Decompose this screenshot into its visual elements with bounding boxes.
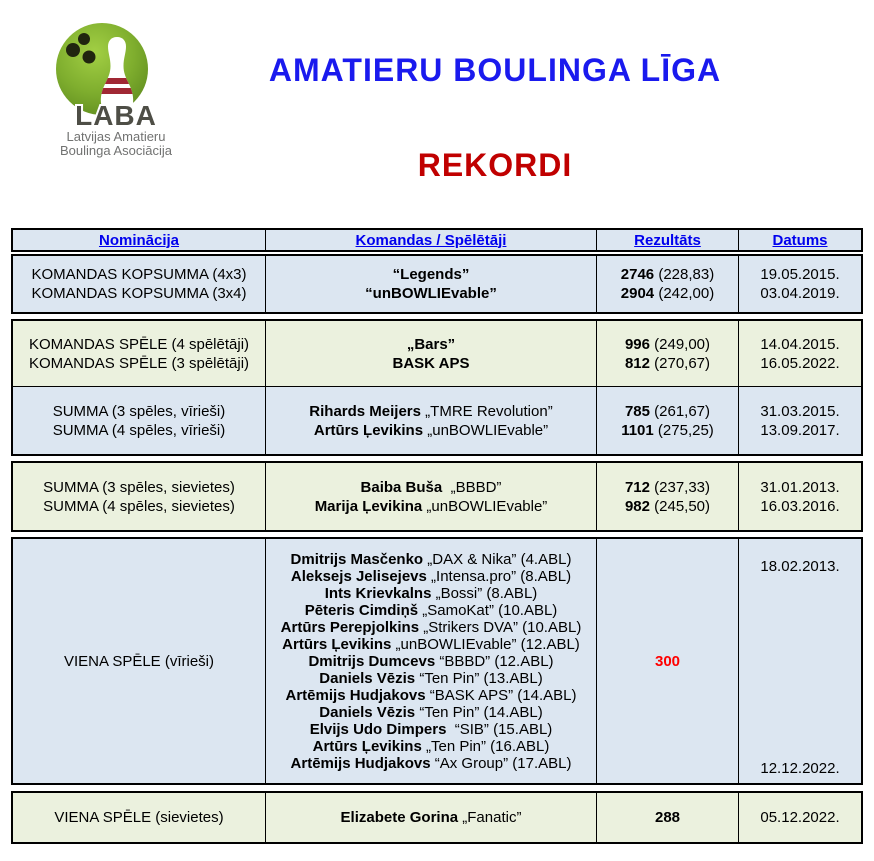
team-player-line: Dmitrijs Dumcevs “BBBD” (12.ABL) bbox=[308, 652, 554, 670]
nomination-cell bbox=[13, 256, 266, 312]
nomination-line: SUMMA (3 spēles, sievietes) bbox=[43, 478, 235, 496]
result-line: 1101 (275,25) bbox=[621, 421, 714, 439]
nomination-line: KOMANDAS SPĒLE (4 spēlētāji) bbox=[28, 335, 250, 353]
nomination-line: SUMMA (3 spēles, vīrieši) bbox=[52, 402, 226, 420]
logo-subtitle-line2: Boulinga Asociācija bbox=[59, 143, 173, 158]
result-line: 2746 (228,83) bbox=[620, 266, 715, 283]
result-line: 2904 (242,00) bbox=[620, 285, 715, 302]
date-line: 03.04.2019. bbox=[760, 285, 840, 302]
result-line: 785 (261,67) bbox=[624, 402, 711, 420]
result-cell bbox=[597, 256, 739, 312]
team-player-cell bbox=[266, 793, 597, 842]
table-row bbox=[13, 539, 861, 783]
team-player-line: Ints Krievkalns „Bossi” (8.ABL) bbox=[324, 584, 538, 602]
result-cell bbox=[597, 463, 739, 530]
table-row bbox=[13, 321, 861, 387]
nomination-line: SUMMA (4 spēles, sievietes) bbox=[43, 497, 235, 515]
team-player-line: BASK APS bbox=[392, 354, 470, 372]
date-line: 05.12.2022. bbox=[760, 809, 840, 826]
team-player-cell bbox=[266, 539, 597, 783]
team-player-line: Elizabete Gorina „Fanatic” bbox=[340, 809, 522, 826]
team-player-line: Aleksejs Jelisejevs „Intensa.pro” (8.ABL) bbox=[290, 567, 572, 585]
nomination-line: KOMANDAS SPĒLE (3 spēlētāji) bbox=[28, 354, 250, 372]
table-row bbox=[13, 463, 861, 530]
team-player-line: Rihards Meijers „TMRE Revolution” bbox=[309, 402, 553, 420]
team-player-line: Artūrs Ļevikins „unBOWLIEvable” bbox=[313, 421, 549, 439]
nomination-line: VIENA SPĒLE (sievietes) bbox=[54, 809, 224, 826]
finger-hole-icon bbox=[78, 33, 90, 45]
result-line: 982 (245,50) bbox=[624, 497, 711, 515]
team-player-line: Dmitrijs Masčenko „DAX & Nika” (4.ABL) bbox=[290, 550, 572, 568]
team-player-line: Artēmijs Hudjakovs “Ax Group” (17.ABL) bbox=[290, 754, 572, 772]
date-line: 16.05.2022. bbox=[760, 354, 840, 372]
column-header-date: Datums bbox=[772, 231, 828, 249]
nomination-line: SUMMA (4 spēles, vīrieši) bbox=[52, 421, 226, 439]
date-cell bbox=[739, 321, 861, 386]
result-line: 288 bbox=[654, 809, 681, 826]
column-header-result: Rezultāts bbox=[597, 230, 739, 250]
table-row bbox=[13, 793, 861, 842]
date-cell bbox=[739, 256, 861, 312]
date-line: 31.03.2015. bbox=[760, 402, 840, 420]
date-line: 12.12.2022. bbox=[760, 760, 840, 777]
team-player-line: Elvijs Udo Dimpers “SIB” (15.ABL) bbox=[309, 720, 553, 738]
team-player-cell bbox=[266, 321, 597, 386]
team-player-cell bbox=[266, 256, 597, 312]
result-cell bbox=[597, 387, 739, 454]
result-cell bbox=[597, 321, 739, 386]
table-group bbox=[11, 319, 863, 456]
result-line: 712 (237,33) bbox=[624, 478, 711, 496]
table-group bbox=[11, 791, 863, 844]
records-table bbox=[11, 228, 863, 844]
team-player-line: “Legends” bbox=[392, 266, 470, 283]
result-cell bbox=[597, 793, 739, 842]
table-row bbox=[13, 387, 861, 454]
column-header-teams-players: Komandas / Spēlētāji bbox=[266, 230, 597, 250]
team-player-line: Artūrs Ļevikins „unBOWLIEvable” (12.ABL) bbox=[282, 635, 580, 653]
date-line: 16.03.2016. bbox=[760, 497, 840, 515]
nomination-line: KOMANDAS KOPSUMMA (3x4) bbox=[31, 285, 247, 302]
nomination-line: VIENA SPĒLE (vīrieši) bbox=[63, 652, 215, 670]
table-group bbox=[11, 254, 863, 314]
nomination-cell bbox=[13, 539, 266, 783]
nomination-cell bbox=[13, 793, 266, 842]
date-line: 18.02.2013. bbox=[760, 558, 840, 575]
date-cell bbox=[739, 539, 861, 783]
team-player-line: Daniels Vēzis “Ten Pin” (14.ABL) bbox=[319, 703, 543, 721]
table-group bbox=[11, 537, 863, 785]
team-player-line: Daniels Vēzis “Ten Pin” (13.ABL) bbox=[319, 669, 543, 687]
team-player-line: Marija Ļevikina „unBOWLIEvable” bbox=[314, 497, 548, 515]
date-line: 14.04.2015. bbox=[760, 335, 840, 353]
date-line: 19.05.2015. bbox=[760, 266, 840, 283]
team-player-line: Baiba Buša „BBBD” bbox=[360, 478, 502, 496]
result-line: 812 (270,67) bbox=[624, 354, 711, 372]
team-player-line: Artūrs Perepjolkins „Strikers DVA” (10.ABL) bbox=[280, 618, 582, 636]
logo-acronym: LABA bbox=[75, 100, 157, 131]
page-title: AMATIERU BOULINGA LĪGA bbox=[268, 52, 722, 88]
date-cell bbox=[739, 463, 861, 530]
nomination-cell bbox=[13, 387, 266, 454]
result-line: 996 (249,00) bbox=[624, 335, 711, 353]
nomination-cell bbox=[13, 463, 266, 530]
date-cell bbox=[739, 387, 861, 454]
title-block bbox=[120, 0, 870, 184]
table-group bbox=[11, 461, 863, 532]
page-subtitle: REKORDI bbox=[417, 147, 573, 183]
team-player-line: Artēmijs Hudjakovs “BASK APS” (14.ABL) bbox=[285, 686, 577, 704]
nomination-cell bbox=[13, 321, 266, 386]
nomination-line: KOMANDAS KOPSUMMA (4x3) bbox=[31, 266, 247, 283]
result-line: 300 bbox=[654, 652, 681, 670]
column-header-nomination: Nominācija bbox=[13, 230, 266, 250]
table-row bbox=[13, 256, 861, 312]
logo-subtitle-line1: Latvijas Amatieru bbox=[66, 129, 166, 144]
date-line: 13.09.2017. bbox=[760, 421, 840, 439]
date-line: 31.01.2013. bbox=[760, 478, 840, 496]
result-cell bbox=[597, 539, 739, 783]
team-player-cell bbox=[266, 463, 597, 530]
finger-hole-icon bbox=[66, 43, 80, 57]
team-player-line: „Bars” bbox=[406, 335, 456, 353]
finger-hole-icon bbox=[83, 51, 96, 64]
table-header-row bbox=[11, 228, 863, 252]
team-player-cell bbox=[266, 387, 597, 454]
team-player-line: “unBOWLIEvable” bbox=[365, 285, 497, 302]
team-player-line: Pēteris Cimdiņš „SamoKat” (10.ABL) bbox=[304, 601, 558, 619]
date-cell bbox=[739, 793, 861, 842]
team-player-line: Artūrs Ļevikins „Ten Pin” (16.ABL) bbox=[312, 737, 550, 755]
